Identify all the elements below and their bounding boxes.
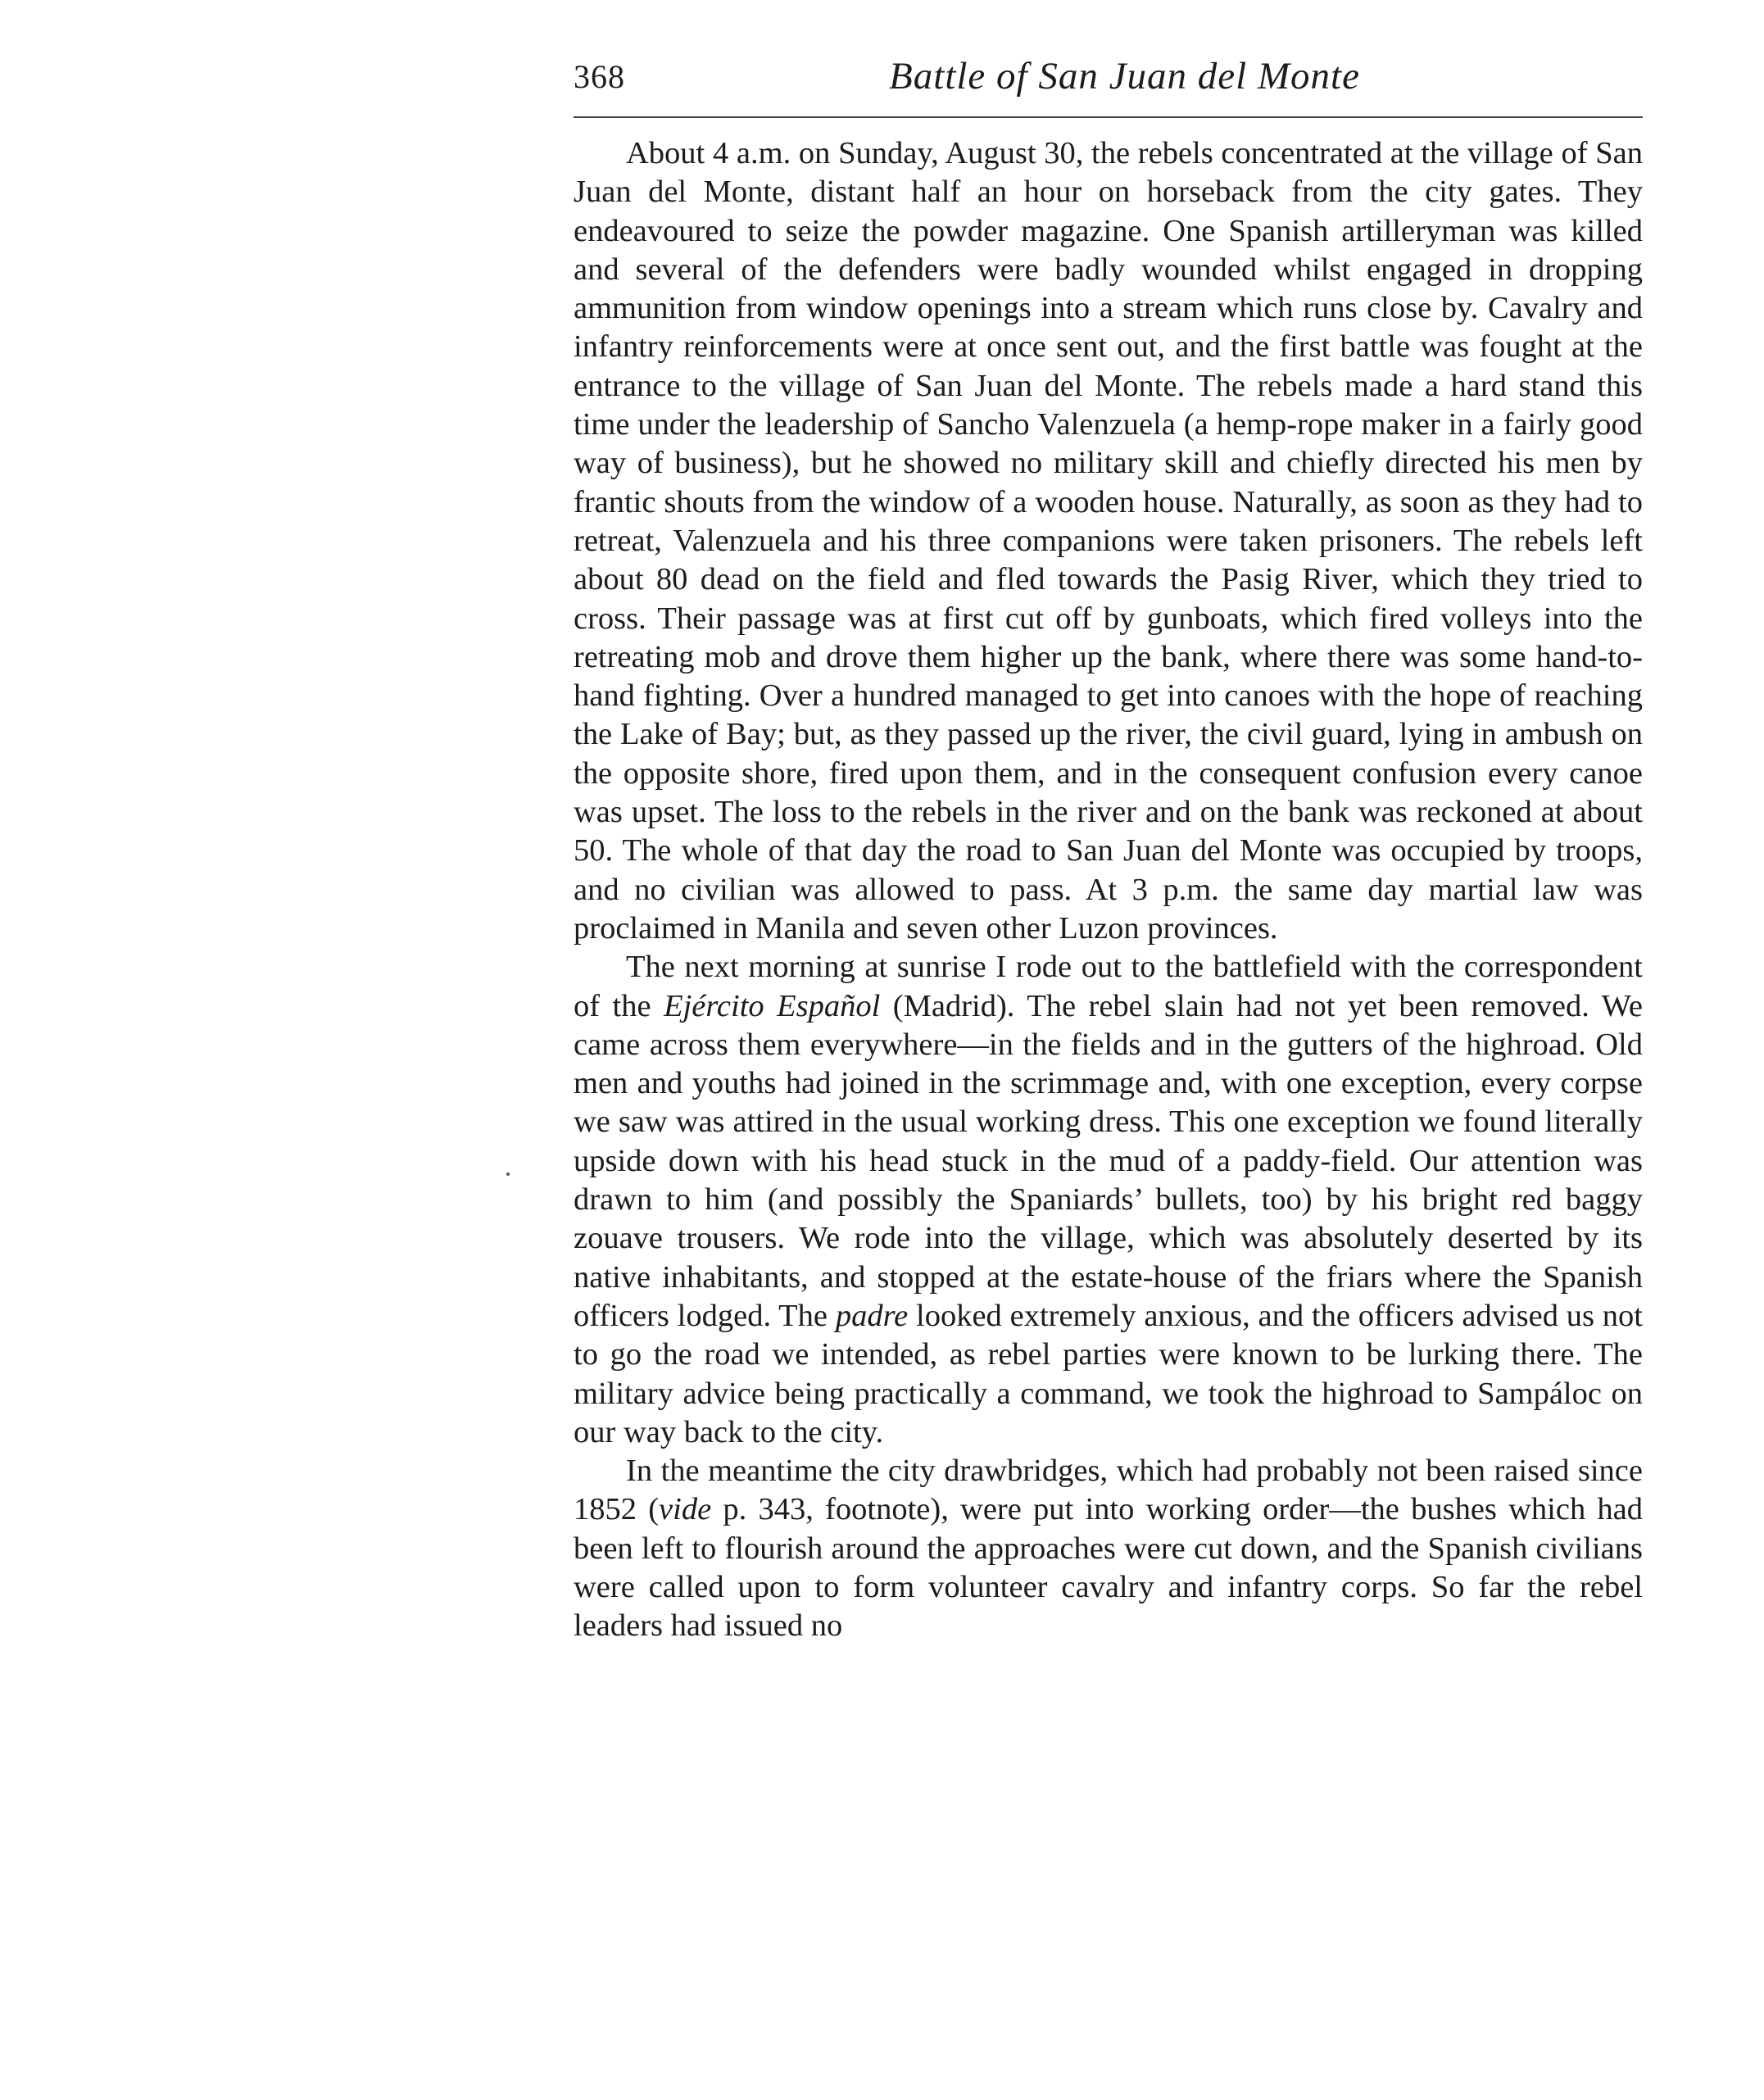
body-text: [574, 134, 1643, 1646]
book-page: [574, 49, 1643, 1646]
page-number: 368: [574, 58, 625, 95]
page-header: [574, 49, 1643, 115]
paragraph-3-part-2: p. 343, footnote), were put into working order—the bushes which had been left to flourish around the approaches were cut down, and the Spanish civilians were called upon to form volunteer cavalry and infantry corps. So far the rebel leaders had issued no: [574, 1492, 1644, 1644]
paragraph-2: [574, 948, 1643, 1452]
paragraph-3: [574, 1452, 1643, 1645]
running-title: Battle of San Juan del Monte: [889, 55, 1360, 98]
italic-vide: vide: [659, 1492, 712, 1527]
italic-padre: padre: [835, 1298, 909, 1333]
paragraph-2-part-3: looked extremely anxious, and the officers advised us not to go the road we intended, as rebel parties were known to be lurking there. The military advice being practically a command, we took the highroad to Sampáloc on our way back to the city.: [574, 1298, 1643, 1449]
paragraph-1: About 4 a.m. on Sunday, August 30, the rebels concentrated at the village of San Juan del Monte, distant half an hour on horseback from the city gates. They endeavoured to seize the powder magazine. One Spanish artilleryman was killed and several of the defenders were badly wounded whilst engaged in dropping ammunition from window openings into a stream which runs close by. Cavalry and infantry reinforcements were at once sent out, and the first battle was fought at the entrance to the village of San Juan del Monte. The rebels made a hard stand this time under the leadership of Sancho Valenzuela (a hemp-rope maker in a fairly good way of business), but he showed no military skill and chiefly directed his men by frantic shouts from the window of a wooden house. Naturally, as soon as they had to retreat, Valenzuela and his three companions were taken prisoners. The rebels left about 80 dead on the field and fled towards the Pasig River, which they tried to cross. Their passage was at first cut off by gunboats, which fired volleys into the retreating mob and drove them higher up the bank, where there was some hand-to-hand fighting. Over a hundred managed to get into canoes with the hope of reaching the Lake of Bay; but, as they passed up the river, the civil guard, lying in ambush on the opposite shore, fired upon them, and in the consequent confusion every canoe was upset. The loss to the rebels in the river and on the bank was reckoned at about 50. The whole of that day the road to San Juan del Monte was occupied by troops, and no civilian was allowed to pass. At 3 p.m. the same day martial law was proclaimed in Manila and seven other Luzon provinces.: [574, 136, 1643, 946]
paragraph-2-part-1: The next morning at sunrise I rode out to the battlefield with the correspondent of the: [574, 950, 1643, 1023]
paragraph-3-part-1: In the meantime the city drawbridges, which had probably not been raised since 1852 (: [574, 1454, 1643, 1527]
paragraph-2-part-2: (Madrid). The rebel slain had not yet been removed. We came across them everywhere—in the fields and in the gutters of the highroad. Old men and youths had joined in the scrimmage and, with one exception, every corpse we saw was attired in the usual working dress. This one exception we found literally upside down with his head stuck in the mud of a paddy-field. Our attention was drawn to him (and possibly the Spaniards’ bullets, too) by his bright red baggy zouave trousers. We rode into the village, which was absolutely deserted by its native inhabitants, and stopped at the estate-house of the friars where the Spanish officers lodged. The: [574, 988, 1643, 1333]
newspaper-title: Ejército Español: [664, 988, 881, 1023]
margin-mark: [506, 1172, 510, 1176]
header-rule: [574, 116, 1643, 118]
